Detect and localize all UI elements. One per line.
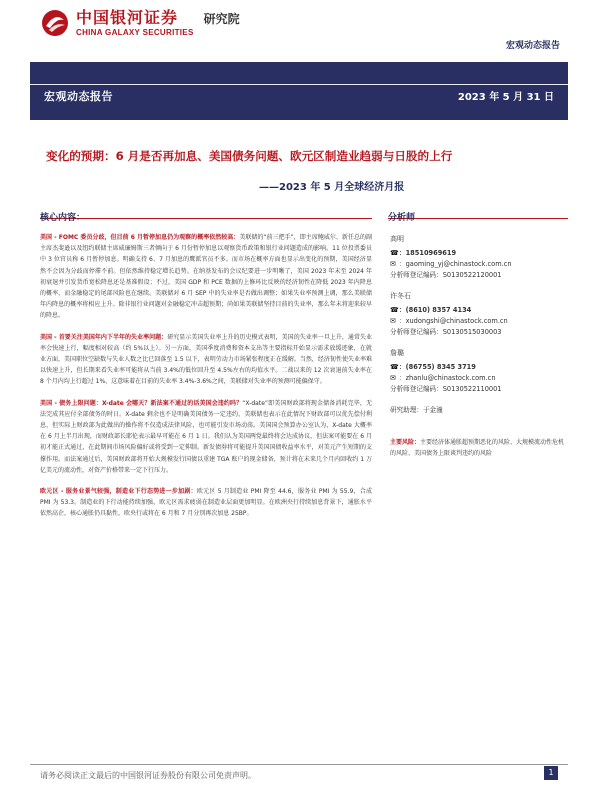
phone-number: (86755) 8345 3719	[405, 363, 476, 371]
risk-lead: 主要风险：	[390, 439, 421, 446]
phone-icon: ☎	[390, 363, 399, 371]
analyst-name: 许冬石	[390, 292, 411, 300]
page-number: 1	[544, 766, 558, 780]
analyst-cert: 分析师登记编码：S0130522120001	[390, 271, 502, 279]
report-banner	[30, 62, 568, 120]
phone-icon: ☎	[390, 306, 399, 314]
banner-divider	[30, 84, 568, 85]
research-assistant: 研究助理：于金潼	[390, 406, 443, 414]
analyst-email: ✉ ： zhanlu@chinastock.com.cn	[390, 374, 496, 382]
email-icon: ✉	[390, 374, 396, 382]
email-address[interactable]: gaoming_yj@chinastock.com.cn	[405, 260, 512, 268]
analyst-cert: 分析师登记编码：S0130522110001	[390, 385, 502, 393]
email-address[interactable]: xudongshi@chinastock.com.cn	[405, 317, 508, 325]
paragraph-lead: 欧元区 - 服务业景气较强，制造业下行态势进一步加剧：	[40, 488, 197, 496]
logo-en-text: CHINA GALAXY SECURITIES	[76, 27, 194, 37]
footer-divider	[30, 764, 568, 765]
core-content-label: 核心内容：	[40, 213, 86, 223]
paragraph-lead: 美国 - 债务上限问题：X-date 会哪天？新法案不通过的话美国会违约吗？	[40, 399, 243, 407]
analyst-phone: ☎ ： 18510969619	[390, 249, 457, 257]
phone-number: (8610) 8357 4134	[405, 306, 472, 314]
paragraph-text: 研究显示美国失业率上升的历史模式表明，美国的失业率一旦上升，通常失业率会快速上行，幅度相对较高（约 5%以上）。另一方面，美国季度消费和资本支出等主要指标开始显示需求放缓迹象，在就业方面，美国职位空缺数与失业人数之比已回落至 1.5 以下，表明劳动力市场紧张程度正在缓解。当然，经济韧性使失业率难以快速上升，但长期来看失业率可能将从当前 3.4%的低位回升至 4.5%左右的均值水平。二战以来的 12 次衰退前失业率在 8 个月内均上行超过 1%，这意味着在目前的失业率 3.4%-3.6%之间，美联储对失业率的预测可能偏保守。	[40, 333, 372, 386]
analyst-email: ✉ ： xudongshi@chinastock.com.cn	[390, 317, 508, 325]
logo-cn-text: 中国银河证券	[76, 7, 179, 27]
paragraph-unemployment	[40, 332, 372, 388]
phone-number: 18510969619	[405, 249, 457, 257]
report-subtitle: ——2023 年 5 月全球经济月报	[259, 182, 405, 193]
email-icon: ✉	[390, 317, 396, 325]
email-address[interactable]: zhanlu@chinastock.com.cn	[405, 374, 496, 382]
analyst-header	[388, 205, 568, 223]
report-title: 变化的预期：6 月是否再加息、美国债务问题、欧元区制造业趋弱与日股的上行	[46, 149, 453, 163]
analyst-card	[390, 348, 568, 395]
analyst-card	[390, 291, 568, 338]
email-icon: ✉	[390, 260, 396, 268]
analyst-phone: ☎ ： (86755) 8345 3719	[390, 363, 476, 371]
footer-disclaimer: 请务必阅读正文最后的中国银河证券股份有限公司免责声明。	[40, 771, 256, 780]
analyst-cert: 分析师登记编码：S0130515030003	[390, 328, 502, 336]
paragraph-text: 美联储的“前三把手”，即主席鲍威尔、新任总的副主席杰斐逊以及纽约联储主席威廉姆斯三者倾向于 6 月份暂停加息以观察货币政策和银行业问题造成的影响。11 位投票委员中 3 位官员称 6 月暂停加息。明确支持 6、7 月加息的鹰派官员不多。而市场在概率方面也显示出变化的预期，美国经济显然不会因为分歧而停滞不前。但依然维持稳定增长趋势。在纳基发布的会议纪要进一步明晰了，美国 2023 年末至 2024 年初衰退并引发货币宽松降息还是基准假设；不过，美国 GDP 和 PCE 数据的上修环比反映的经济韧性在降低 2023 年内降息的概率，而金融稳定的尾部风险也在继续。美联储对 6 月 SEP 中的失业率是否做出调整；如果失业率预测上调，那么美联储年内降息的概率将相应上升。除非银行业问题对金融稳定冲击超预期；尚如果美联储坚持目前的失业率，那么年末将迎来较早的降息。	[40, 234, 373, 320]
paragraph-debt-ceiling	[40, 398, 372, 476]
banner-report-label: 宏观动态报告	[44, 90, 113, 103]
paragraph-fomc	[40, 232, 372, 322]
analyst-label: 分析师	[388, 213, 416, 223]
analyst-panel	[390, 234, 568, 459]
report-date: 2023 年 5 月 31 日	[457, 92, 554, 103]
brand-logo	[40, 6, 240, 40]
paragraph-text: “X-date”即美国财政部将现金储备消耗完毕，无法完成其应付全部债务的时日。X-date 剩余也不是明确美国债务一定违约，美联储也表示在此情况下财政部可以优先偿付利息，但实际上财政部为此做出的操作将不仅造成法律风险，也可能引发市场动荡。美国国会预算办公室认为，X-date 大概率在 6 月上半月出现，而财政部长耶伦表示最早可能在 6 月 1 日。我们认为美国两党最终将会达成协议，但法案可能要在 6 月初才能正式通过，在此期间市场风险偏好或将受到一定抑制。新发债券将可能提升美国国债收益率水平，对美元产生短期的支撑作用。而法案通过后，美国财政部将开始大规模发行国债以重建 TGA 账户的现金储备，预计将在未来几个月内回收约 1 万亿美元的流动性，对资产价格带来一定下行压力。	[40, 399, 372, 474]
risk-section	[390, 438, 568, 459]
paragraph-eurozone	[40, 486, 372, 520]
institute-label: 研究院	[203, 11, 240, 26]
core-content-body	[40, 232, 372, 530]
analyst-card	[390, 234, 568, 281]
analyst-email: ✉ ： gaoming_yj@chinastock.com.cn	[390, 260, 512, 268]
analyst-phone: ☎ ： (8610) 8357 4134	[390, 306, 472, 314]
core-content-header	[40, 205, 372, 223]
paragraph-lead: 美国 - 首要关注美国年内下半年的失业率问题：	[40, 333, 168, 341]
risk-text: 主要经济体通胀超预期恶化的风险、大规模流动性危机的风险、美国债务上限谈判违约的风险	[390, 439, 565, 457]
report-type-label: 宏观动态报告	[505, 41, 560, 51]
analyst-name: 詹璐	[390, 349, 404, 357]
paragraph-lead: 美国 - FOMC 委员分歧，但目前 6 月暂停加息仍为观察的概率依然较高：	[40, 234, 240, 241]
galaxy-logo-icon	[40, 8, 70, 38]
analyst-name: 高明	[390, 235, 404, 243]
paragraph-text: 欧元区 5 月制造业 PMI 降至 44.6，服务业 PMI 为 55.9，合成 PMI 为 53.3。制造业的下行动能持续加强，欧元区需求疲弱在制造业层面更加明显。在欧洲央行持续加息背景下，通胀水平依然高企，核心通胀仍具黏性，欧央行或将在 6 月和 7 月分别再次加息 25BP。	[40, 488, 372, 518]
phone-icon: ☎	[390, 249, 399, 257]
